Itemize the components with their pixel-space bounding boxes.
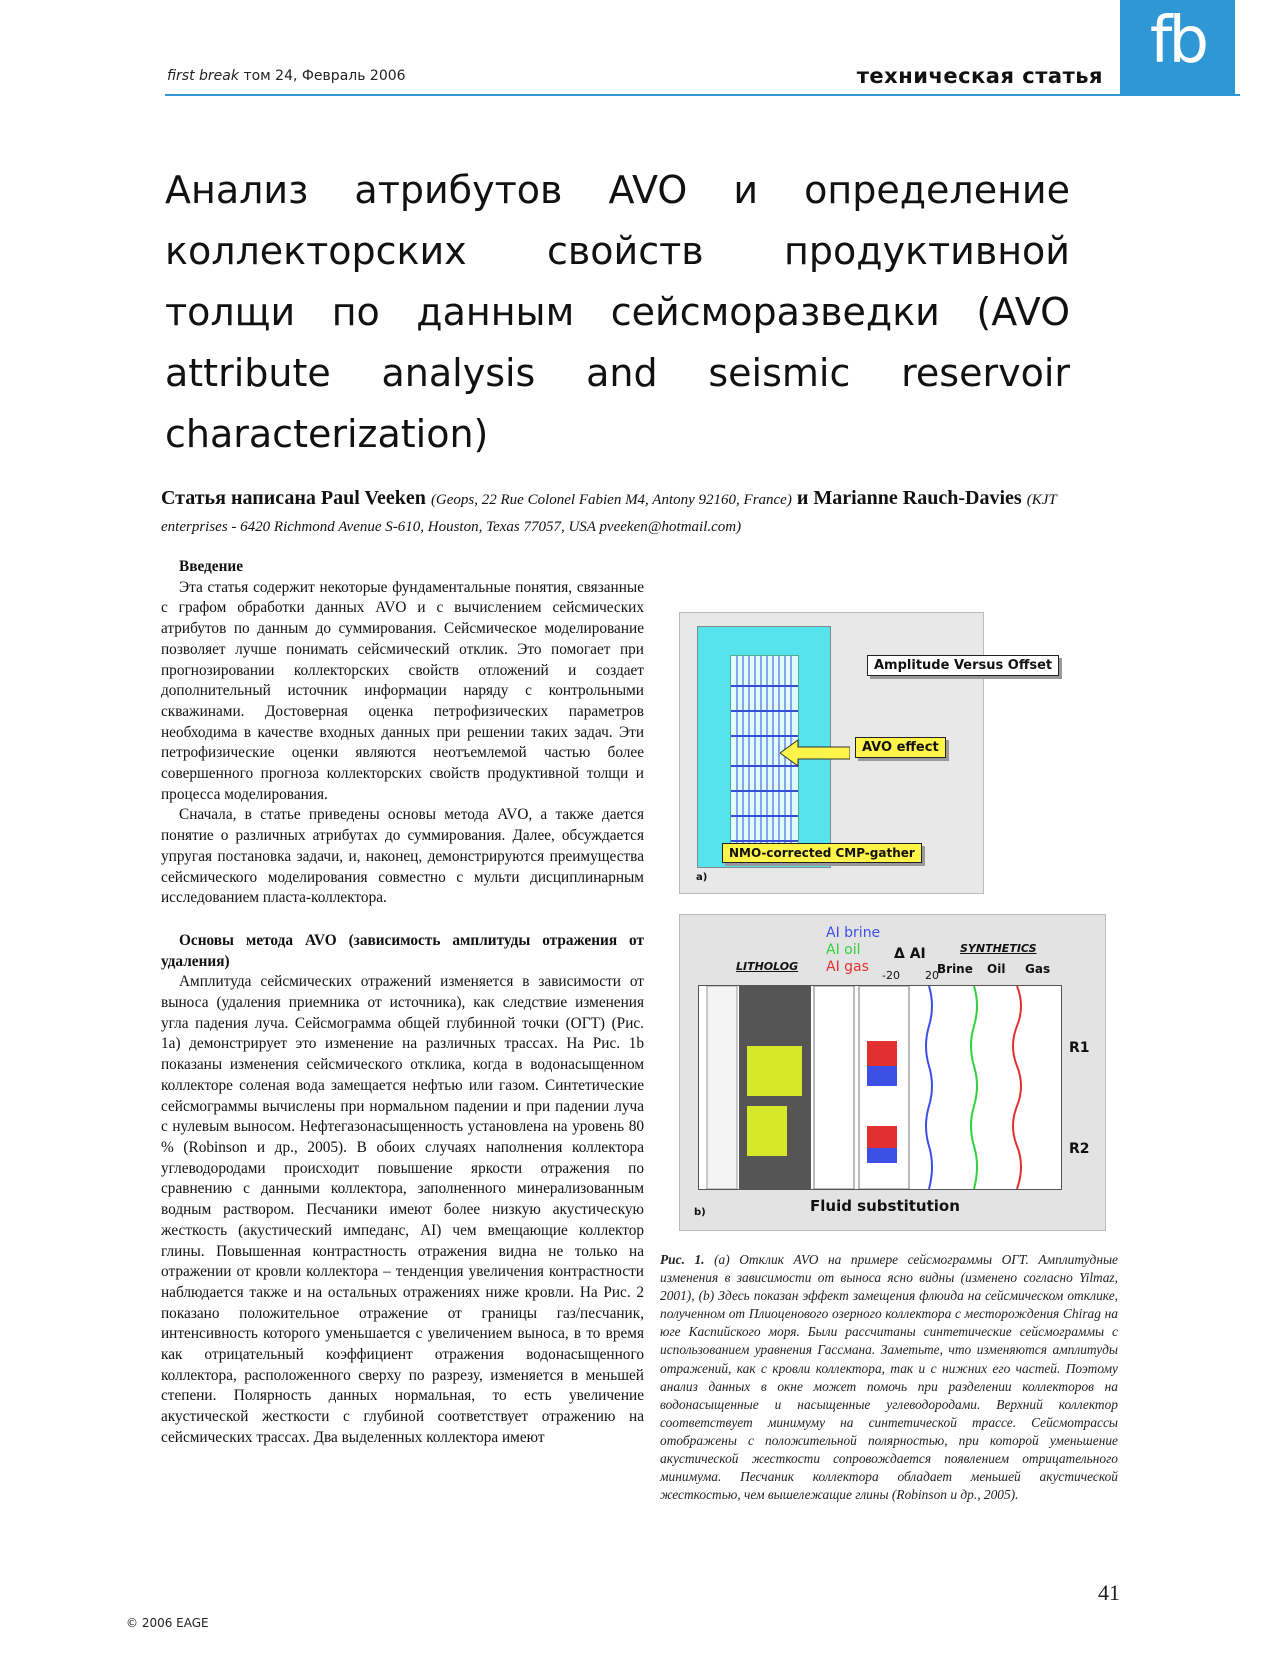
journal-info [167, 68, 406, 84]
label-synthetic-brine: Brine [937, 962, 973, 976]
header-rule [165, 94, 1240, 96]
journal-name: first break [167, 68, 239, 84]
author-1: Paul Veeken [320, 487, 426, 509]
page-number: 41 [1098, 1580, 1120, 1605]
basics-paragraph-1: Амплитуда сейсмических отражений изменяется в зависимости от выноса (удаления приемника от источника), как следствие изменения угла падения луча. Сейсмограмма общей глубинной точки (ОГТ) (Рис. 1a) демонстрирует это изменение на различных трассах. На Рис. 1b показаны изменения сейсмического отклика, когда в водонасыщенном коллекторе соленая вода замещается нефтью или газом. Синтетические сейсмограммы вычислены при нормальном падении и при падении луча с нулевым выносом. Нефтегазонасыщенность установлена на уровень 80 % (Robinson и др., 2005). В обоих случаях наполнения коллектора углеводородами происходит повышение яркости отражения по сравнению с данными коллектора, заполненного минерализованным водным раствором. Песчаники имеют более низкую акустическую жесткость (акустический импеданс, AI) чем вмещающие коллектор глины. Повышенная контрастность отражения видна не только на отражении от кровли коллектора – тенденция увеличения контрастности наблюдается также и на остальных отражениях ниже кровли. На Рис. 2 показано положительное отражение от границы газ/песчаник, интенсивность которого уменьшается с увеличением выноса, в то время как отрицательный коэффициент отражения водонасыщенного коллектора, расположенного сверху по разрезу, изменяется в меньшей степени. Полярность данных нормальная, то есть увеличение акустической жесткости с глубиной соответствует отражению на сейсмических трассах. Два выделенных коллектора имеют [161, 973, 644, 1446]
panel-label-a: a) [696, 872, 708, 883]
label-amplitude-versus-offset: Amplitude Versus Offset [867, 655, 1059, 676]
legend-ai-gas: AI gas [826, 959, 869, 975]
body-column [161, 557, 644, 1449]
author-line [161, 486, 1071, 540]
legend-ai-oil: AI oil [826, 942, 861, 958]
label-avo-effect: AVO effect [855, 737, 946, 758]
legend-ai-brine: AI brine [826, 925, 881, 941]
section-label: техническая статья [856, 64, 1103, 88]
fluid-substitution-graphics [699, 986, 1061, 1189]
fluid-substitution-plot [698, 985, 1062, 1190]
caption-label: Рис. 1. [660, 1252, 705, 1267]
basics-heading: Основы метода AVO (зависимость амплитуды отражения от удаления) [161, 931, 644, 970]
label-litholog: LITHOLOG [736, 960, 799, 973]
axis-max-label: 20 [925, 969, 939, 982]
intro-paragraph-1: Эта статья содержит некоторые фундаментальные понятия, связанные с графом обработки данных AVO и с вычислением сейсмических атрибутов по данным до суммирования. Сейсмическое моделирование позволяет лучше понимать сейсмический отклик. Это помогает при прогнозировании коллекторских свойств отложений и создает дополнительный источник информации наряду с контрольными скважинами. Достоверная оценка петрофизических параметров необходима в качестве входных данных при решении таких задач. Эти петрофизические оценки являются неотъемлемой частью более совершенного прогноза коллекторских свойств продуктивной толщи и процесса моделирования. [161, 578, 644, 803]
label-delta-ai: Δ AI [894, 946, 926, 962]
journal-issue: том 24, Февраль 2006 [243, 68, 406, 84]
label-synthetic-gas: Gas [1025, 962, 1051, 976]
intro-paragraph-2: Сначала, в статье приведены основы метода AVO, а также дается понятие о различных атрибутах до суммирования. Далее, обсуждается упругая постановка задачи, и, наконец, демонстрируются преимущества сейсмического моделирования совместно с мульти дисциплинарным исследованием пласта-коллектора. [161, 806, 644, 907]
copyright: © 2006 EAGE [126, 1616, 209, 1630]
intro-heading: Введение [179, 558, 243, 575]
author-conj: и [796, 487, 809, 509]
label-synthetic-oil: Oil [987, 962, 1006, 976]
label-nmo-gather: NMO-corrected CMP-gather [722, 843, 922, 863]
axis-min-label: -20 [882, 969, 900, 982]
figure-caption [660, 1251, 1118, 1504]
panel-label-b: b) [694, 1207, 706, 1218]
affiliation-1: (Geops, 22 Rue Colonel Fabien M4, Antony 92160, France) [430, 492, 792, 508]
caption-text: (a) Отклик AVO на примере сейсмограммы ОГТ. Амплитудные изменения в зависимости от выноса ясно видны (изменено согласно Yilmaz, 2001), (b) Здесь показан эффект замещения флюида на сейсмическом отклике, полученном от Плиоценового озерного коллектора с месторождения Chirag на юге Каспийского моря. Были рассчитаны синтетические сейсмограммы с использованием уравнения Гассмана. Заметьте, что изменяются амплитуды отражений, как с кровли коллектора, так и с нижних его частей. Поэтому анализ данных в окне может помочь при разделении коллекторов на водонасыщенные и насыщенные углеводородами. Верхний коллектор соответствует минимуму на синтетической трассе. Сейсмотрассы отображены с положительной полярностью, при которой уменьшение акустической жесткости сопровождается появлением отрицательного минимума. Песчаник коллектора обладает меньшей акустической жесткостью, чем вышележащие глины (Robinson и др., 2005). [660, 1252, 1118, 1503]
avo-arrow-icon [780, 738, 850, 768]
reflector-r1: R1 [1069, 1040, 1090, 1056]
label-fluid-substitution: Fluid substitution [810, 1197, 960, 1215]
author-prefix: Статья написана [161, 487, 316, 509]
journal-logo-text: fb [1149, 4, 1206, 78]
article-title: Анализ атрибутов AVO и определение коллекторских свойств продуктивной толщи по данным сейсморазведки (AVO attribute analysis and seismic reservoir characterization) [165, 168, 1070, 456]
author-2: Marianne Rauch-Davies [813, 487, 1022, 509]
reflector-r2: R2 [1069, 1141, 1090, 1157]
affiliation-2: (KJT enterprises - 6420 Richmond Avenue S-610, Houston, Texas 77057, USA pveeken@hotmail.com) [161, 492, 1057, 535]
label-synthetics: SYNTHETICS [960, 942, 1037, 955]
